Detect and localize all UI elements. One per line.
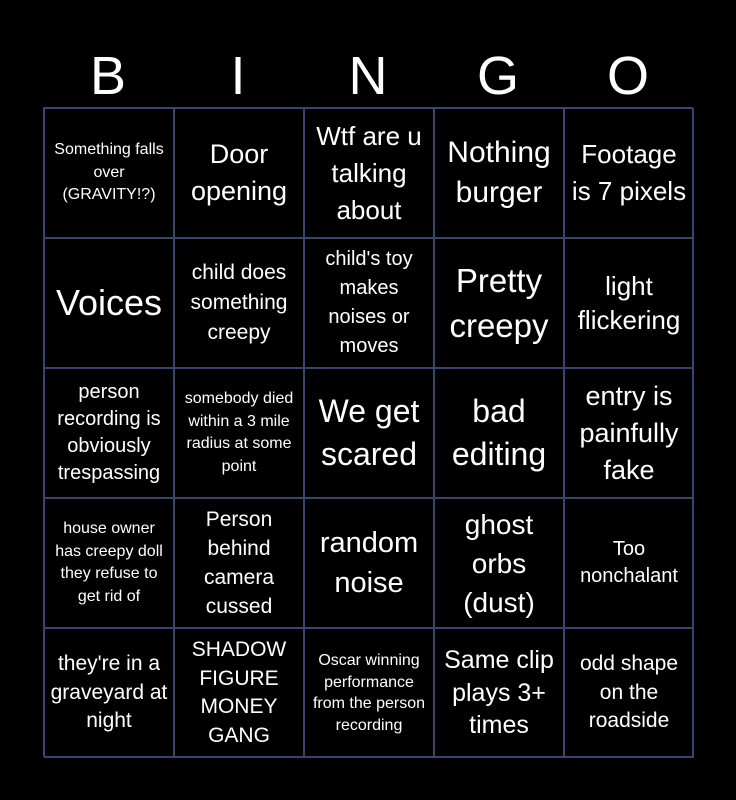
- bingo-cell[interactable]: [434, 628, 564, 758]
- cell-text: entry is painfully fake: [579, 380, 679, 485]
- cell-text: Person behind camera cussed: [203, 508, 275, 618]
- cell-text: child's toy makes noises or moves: [325, 248, 413, 357]
- cell-text: We get scared: [318, 393, 420, 472]
- bingo-cell[interactable]: [174, 238, 304, 368]
- bingo-cell[interactable]: [44, 238, 174, 368]
- cell-text: Too nonchalant: [580, 538, 678, 587]
- bingo-board: [43, 107, 693, 757]
- cell-text: they're in a graveyard at night: [50, 652, 168, 733]
- bingo-cell[interactable]: [434, 368, 564, 498]
- bingo-cell[interactable]: [564, 498, 694, 628]
- cell-text: house owner has creepy doll they refuse to get rid of: [55, 520, 163, 605]
- cell-text: Wtf are u talking about: [316, 120, 422, 225]
- bingo-cell[interactable]: [564, 238, 694, 368]
- bingo-cell[interactable]: [434, 238, 564, 368]
- cell-text: ghost orbs (dust): [463, 508, 535, 618]
- cell-text: child does something creepy: [190, 261, 288, 344]
- cell-text: odd shape on the roadside: [579, 652, 679, 733]
- cell-text: Voices: [55, 282, 163, 323]
- cell-text: Oscar winning performance from the person recording: [312, 652, 426, 734]
- cell-text: Door opening: [190, 139, 288, 206]
- bingo-cell[interactable]: [44, 368, 174, 498]
- header-letter-g: G: [476, 46, 519, 106]
- bingo-cell[interactable]: [304, 108, 434, 238]
- cell-text: Something falls over (GRAVITY!?): [54, 141, 164, 204]
- bingo-header: [43, 44, 693, 108]
- header-letter-i: I: [230, 46, 246, 106]
- bingo-cell[interactable]: [304, 628, 434, 758]
- bingo-cell[interactable]: [564, 368, 694, 498]
- header-letter-o: O: [606, 46, 649, 106]
- bingo-cell[interactable]: [304, 498, 434, 628]
- bingo-cell[interactable]: [44, 498, 174, 628]
- cell-text: somebody died within a 3 mile radius at some point: [184, 390, 294, 475]
- bingo-cell[interactable]: [564, 108, 694, 238]
- header-letter-b: B: [89, 46, 127, 106]
- bingo-cell[interactable]: [434, 498, 564, 628]
- bingo-cell[interactable]: [174, 628, 304, 758]
- cell-text: bad editing: [451, 393, 547, 472]
- bingo-cell[interactable]: [434, 108, 564, 238]
- cell-text: Footage is 7 pixels: [571, 139, 687, 206]
- cell-text: Nothing burger: [447, 136, 551, 209]
- bingo-cell[interactable]: [304, 238, 434, 368]
- cell-text: light flickering: [577, 271, 681, 335]
- bingo-cell[interactable]: [174, 368, 304, 498]
- header-letter-n: N: [348, 46, 388, 106]
- cell-text: Pretty creepy: [449, 262, 549, 344]
- bingo-cell[interactable]: [564, 628, 694, 758]
- bingo-cell[interactable]: [174, 498, 304, 628]
- bingo-cell[interactable]: [44, 628, 174, 758]
- bingo-cell[interactable]: [44, 108, 174, 238]
- cell-text: person recording is obviously trespassing: [57, 381, 161, 484]
- cell-text: Same clip plays 3+ times: [444, 646, 554, 740]
- cell-text: random noise: [319, 527, 419, 599]
- cell-text: SHADOW FIGURE MONEY GANG: [191, 638, 287, 747]
- bingo-cell[interactable]: [174, 108, 304, 238]
- bingo-cell[interactable]: [304, 368, 434, 498]
